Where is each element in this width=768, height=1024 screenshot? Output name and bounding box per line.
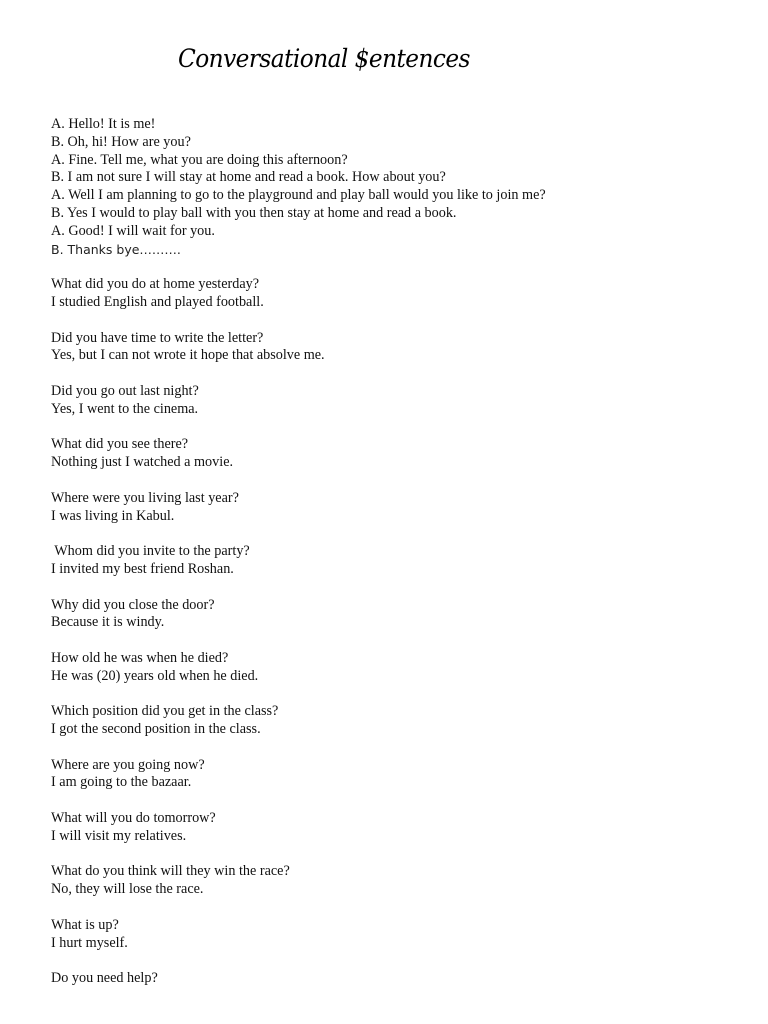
qa-pair bbox=[51, 863, 751, 899]
qa-pair bbox=[51, 703, 751, 739]
qa-pair bbox=[51, 597, 751, 633]
qa-pair bbox=[51, 276, 751, 312]
answer-line: Yes, but I can not wrote it hope that absolve me. bbox=[51, 347, 325, 364]
answer-line: Yes, I went to the cinema. bbox=[51, 400, 199, 417]
dialogue-line: A. Hello! It is me! bbox=[51, 116, 156, 132]
document-body bbox=[51, 116, 751, 988]
question-line: Did you have time to write the letter? bbox=[51, 329, 264, 346]
answer-line: I invited my best friend Roshan. bbox=[51, 560, 234, 577]
dialogue-line: A. Good! I will wait for you. bbox=[51, 222, 215, 239]
page-title: Conversational $entences bbox=[178, 44, 470, 73]
question-line: How old he was when he died? bbox=[51, 649, 229, 666]
qa-pair bbox=[51, 917, 751, 953]
question-line: Which position did you get in the class? bbox=[51, 703, 279, 720]
answer-line: Nothing just I watched a movie. bbox=[51, 454, 234, 471]
question-line: What did you see there? bbox=[51, 436, 189, 453]
answer-line: I will visit my relatives. bbox=[51, 827, 187, 844]
qa-pair bbox=[51, 383, 751, 419]
question-line: Why did you close the door? bbox=[51, 596, 215, 613]
question-line: Where are you going now? bbox=[51, 756, 205, 773]
dialogue-block bbox=[51, 116, 751, 258]
qa-pair bbox=[51, 757, 751, 793]
dialogue-line: B. Yes I would to play ball with you then stay at home and read a book. bbox=[51, 204, 457, 221]
answer-line: I am going to the bazaar. bbox=[51, 774, 192, 791]
answer-line: I hurt myself. bbox=[51, 934, 128, 951]
qa-pair bbox=[51, 810, 751, 846]
dialogue-line: B. Oh, hi! How are you? bbox=[51, 133, 191, 150]
question-line: What will you do tomorrow? bbox=[51, 810, 216, 827]
question-line: What did you do at home yesterday? bbox=[51, 276, 260, 293]
dialogue-line: B. Thanks bye………. bbox=[51, 241, 181, 257]
question-line: Whom did you invite to the party? bbox=[51, 543, 250, 560]
qa-pair bbox=[51, 970, 751, 988]
qa-pair bbox=[51, 490, 751, 526]
answer-line: Because it is windy. bbox=[51, 614, 165, 631]
dialogue-line: B. I am not sure I will stay at home and read a book. How about you? bbox=[51, 169, 446, 186]
question-line: Where were you living last year? bbox=[51, 489, 239, 506]
answer-line: I was living in Kabul. bbox=[51, 507, 175, 524]
question-line: What is up? bbox=[51, 916, 119, 933]
qa-pair bbox=[51, 543, 751, 579]
answer-line: No, they will lose the race. bbox=[51, 881, 204, 898]
question-line: What do you think will they win the race? bbox=[51, 863, 290, 880]
answer-line: I got the second position in the class. bbox=[51, 721, 261, 738]
dialogue-line: A. Fine. Tell me, what you are doing this afternoon? bbox=[51, 151, 348, 168]
answer-line: He was (20) years old when he died. bbox=[51, 667, 259, 684]
qa-pair bbox=[51, 330, 751, 366]
dialogue-line: A. Well I am planning to go to the playground and play ball would you like to join me? bbox=[51, 187, 546, 204]
qa-pair bbox=[51, 650, 751, 686]
answer-line: I studied English and played football. bbox=[51, 293, 264, 310]
qa-pair bbox=[51, 436, 751, 472]
question-line: Do you need help? bbox=[51, 970, 158, 987]
question-line: Did you go out last night? bbox=[51, 382, 199, 399]
